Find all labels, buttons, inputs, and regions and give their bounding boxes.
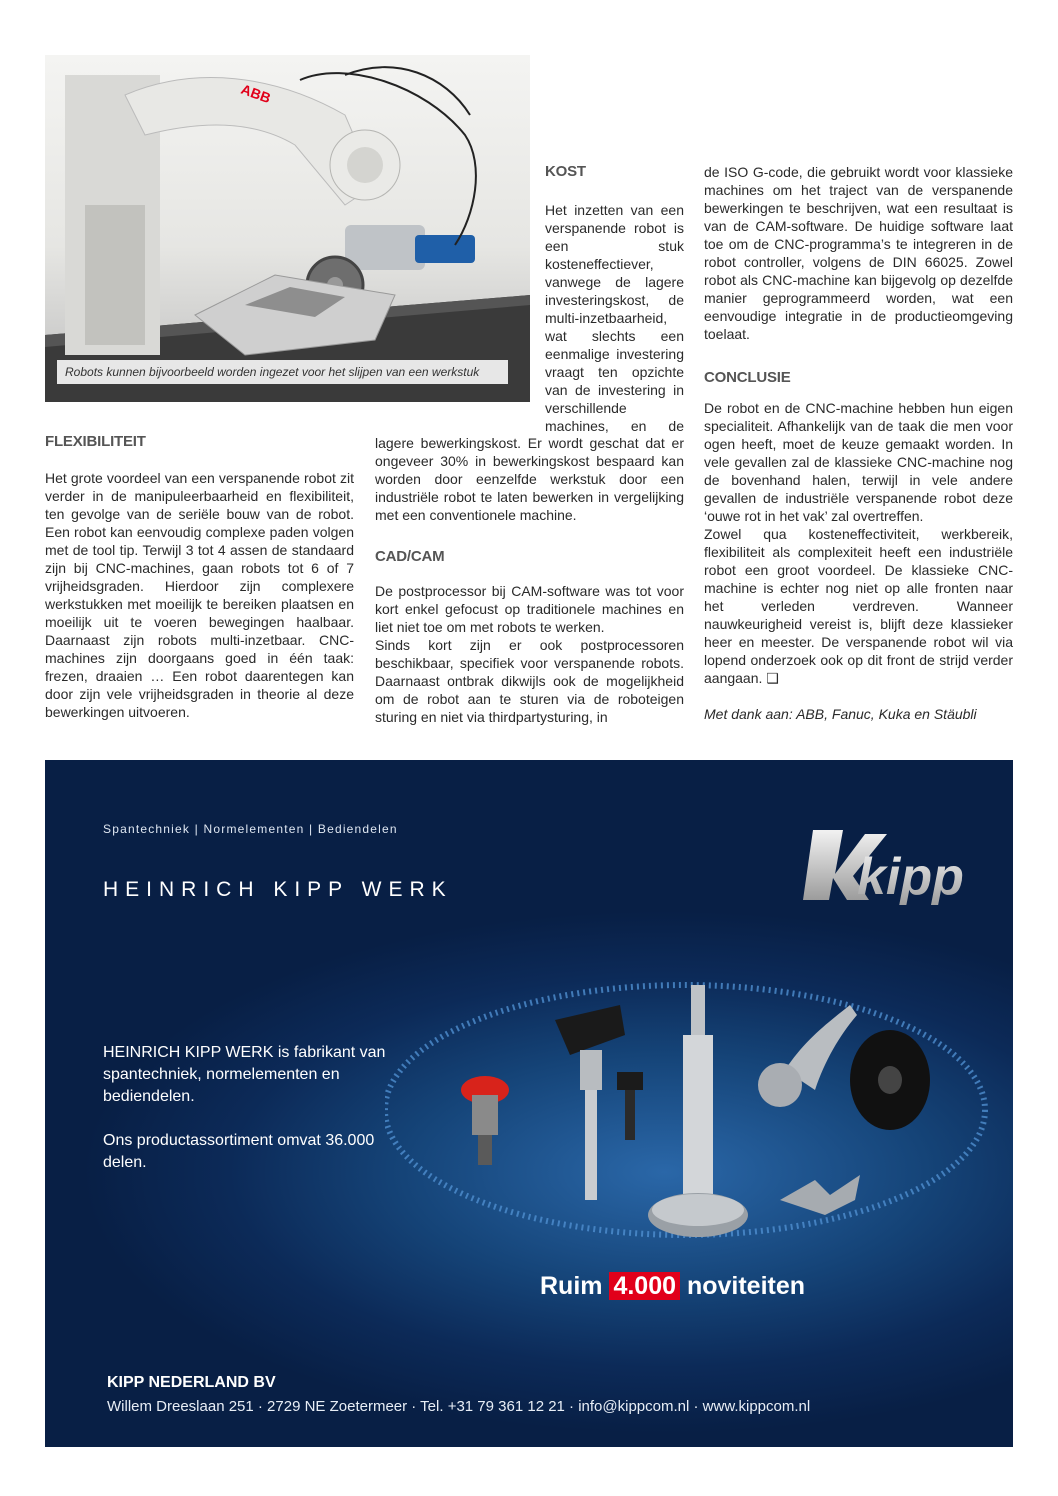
text-conclusie-2-body: Zowel qua kosteneffectiviteit, werkbereik, flexibiliteit als complexiteit heeft een industriële robot een groot voordeel. De klassieke CNC-machine is echter nog niet op alle fronten naar het verleden verdreven. Wanneer nauwkeurigheid vereist is, blijft deze klassieker heer en meester. De verspanende robot wil via lopend onderzoek ook op dit front de strijd verder aangaan. — [704, 526, 1013, 686]
robot-grinding-image — [45, 55, 530, 402]
text-col3-top: de ISO G-code, die gebruikt wordt voor klassieke machines om het traject van de verspanende bewerkingen te beschrijven, wat een resultaat is van de CAM-software. De huidige software laat toe om de CNC-programma’s te integreren in de robot controller, volgens de DIN 66025. Zowel robot als CNC-machine kan bijgevolg op dezelfde manier geprogrammeerd worden, wat een eenvoudige integratie in de productieomgeving toelaat. — [704, 164, 1013, 342]
photo-caption: Robots kunnen bijvoorbeeld worden ingezet voor het slijpen van een werkstuk — [57, 360, 508, 384]
heading-cadcam: CAD/CAM — [375, 548, 445, 565]
text-conclusie-2 — [704, 525, 1013, 687]
text-conclusie-1: De robot en de CNC-machine hebben hun eigen specialiteit. Afhankelijk van de taak die men voor ogen heeft, moet de keuze gemaakt worden. In vele gevallen zal de klassieke CNC-machine nog de bovenhand halen, terwijl in vele andere gevallen de industriële verspanende robot deze ‘ouwe rot in het vak’ zal overtreffen. — [704, 400, 1013, 524]
kipp-advertisement[interactable] — [45, 760, 1013, 1447]
text-thanks: Met dank aan: ABB, Fanuc, Kuka en Stäubli — [704, 706, 977, 722]
novi-number: 4.000 — [609, 1272, 680, 1300]
novi-pre: Ruim — [540, 1272, 603, 1300]
ad-address[interactable]: Willem Dreeslaan 251 · 2729 NE Zoetermeer · Tel. +31 79 361 12 21 · info@kippcom.nl · www.kippcom.nl — [107, 1398, 811, 1415]
ad-desc-2: Ons productassortiment omvat 36.000 delen. — [103, 1132, 375, 1171]
end-mark-icon: ❑ — [766, 670, 779, 686]
ad-company: KIPP NEDERLAND BV — [107, 1374, 276, 1391]
column-conclusie — [704, 163, 1013, 723]
column-flexibiliteit — [45, 433, 354, 721]
heading-conclusie: CONCLUSIE — [704, 369, 791, 386]
heading-flexibiliteit: FLEXIBILITEIT — [45, 433, 146, 450]
text-cadcam-1: De postprocessor bij CAM-software was tot voor kort enkel gefocust op traditionele machines en liet niet toe om met robots te werken. — [375, 583, 684, 635]
ad-noviteiten — [540, 1272, 805, 1301]
column-kost-top — [545, 163, 684, 435]
text-flexibiliteit: Het grote voordeel van een verspanende robot zit verder in de manipuleerbaarheid en flexibiliteit, ten gevolge van de seriële bouw van de robot. Een robot kan eenvoudig complexe paden volgen met de tool tip. Terwijl 3 tot 4 assen de standaard zijn bij CNC-machines, gaan robots tot 6 of 7 vrijheidsgraden. Hierdoor zijn complexere werkstukken met moeilijk te bereiken plaatsen en moeilijk uit te voeren bewegingen haalbaar. Daarnaast zijn robots multi-inzetbaar. CNC-machines zijn doorgaans goed in één taak: frezen, draaien … Een robot daarentegen kan door zijn vele vrijheidsgraden in theorie al deze bewerkingen uitvoeren. — [45, 470, 354, 720]
kipp-logo-text: kipp — [857, 848, 964, 906]
text-kost-a: Het inzetten van een verspanende robot is een stuk kosteneffectiever, vanwege de lagere investeringskost, de multi-inzetbaarheid, wat slechts een eenmalige investering vraagt ten opzichte van de investering in verschillende machines, en de — [545, 202, 684, 434]
novi-post: noviteiten — [686, 1272, 806, 1300]
heading-kost: KOST — [545, 163, 586, 180]
text-kost-b: lagere bewerkingskost. Er wordt geschat dat er ongeveer 30% in bewerkingskost bespaard kan worden door eenzelfde werkstuk door een industriële robot te laten bewerken in vergelijking met een conventionele machine. — [375, 435, 684, 523]
svg-text:ABB: ABB — [238, 80, 273, 107]
products-image — [385, 960, 1005, 1270]
robot-photo — [45, 55, 530, 402]
kipp-logo-icon — [795, 812, 995, 912]
ad-desc-1: HEINRICH KIPP WERK is fabrikant van spantechniek, normelementen en bediendelen. — [103, 1044, 386, 1105]
text-cadcam-2: Sinds kort zijn er ook postprocessoren beschikbaar, specifiek voor verspanende robots. Daarnaast ontbrak dikwijls ook de mogelijkheid om de robot aan te sturen via de roboteigen sturing en niet via thirdpartysturing, in — [375, 637, 684, 725]
column-kost-cadcam — [375, 434, 684, 726]
ad-brand: HEINRICH KIPP WERK — [103, 878, 453, 901]
ad-tagline: Spantechniek | Normelementen | Bediendelen — [103, 822, 398, 836]
ad-description — [103, 1042, 403, 1196]
